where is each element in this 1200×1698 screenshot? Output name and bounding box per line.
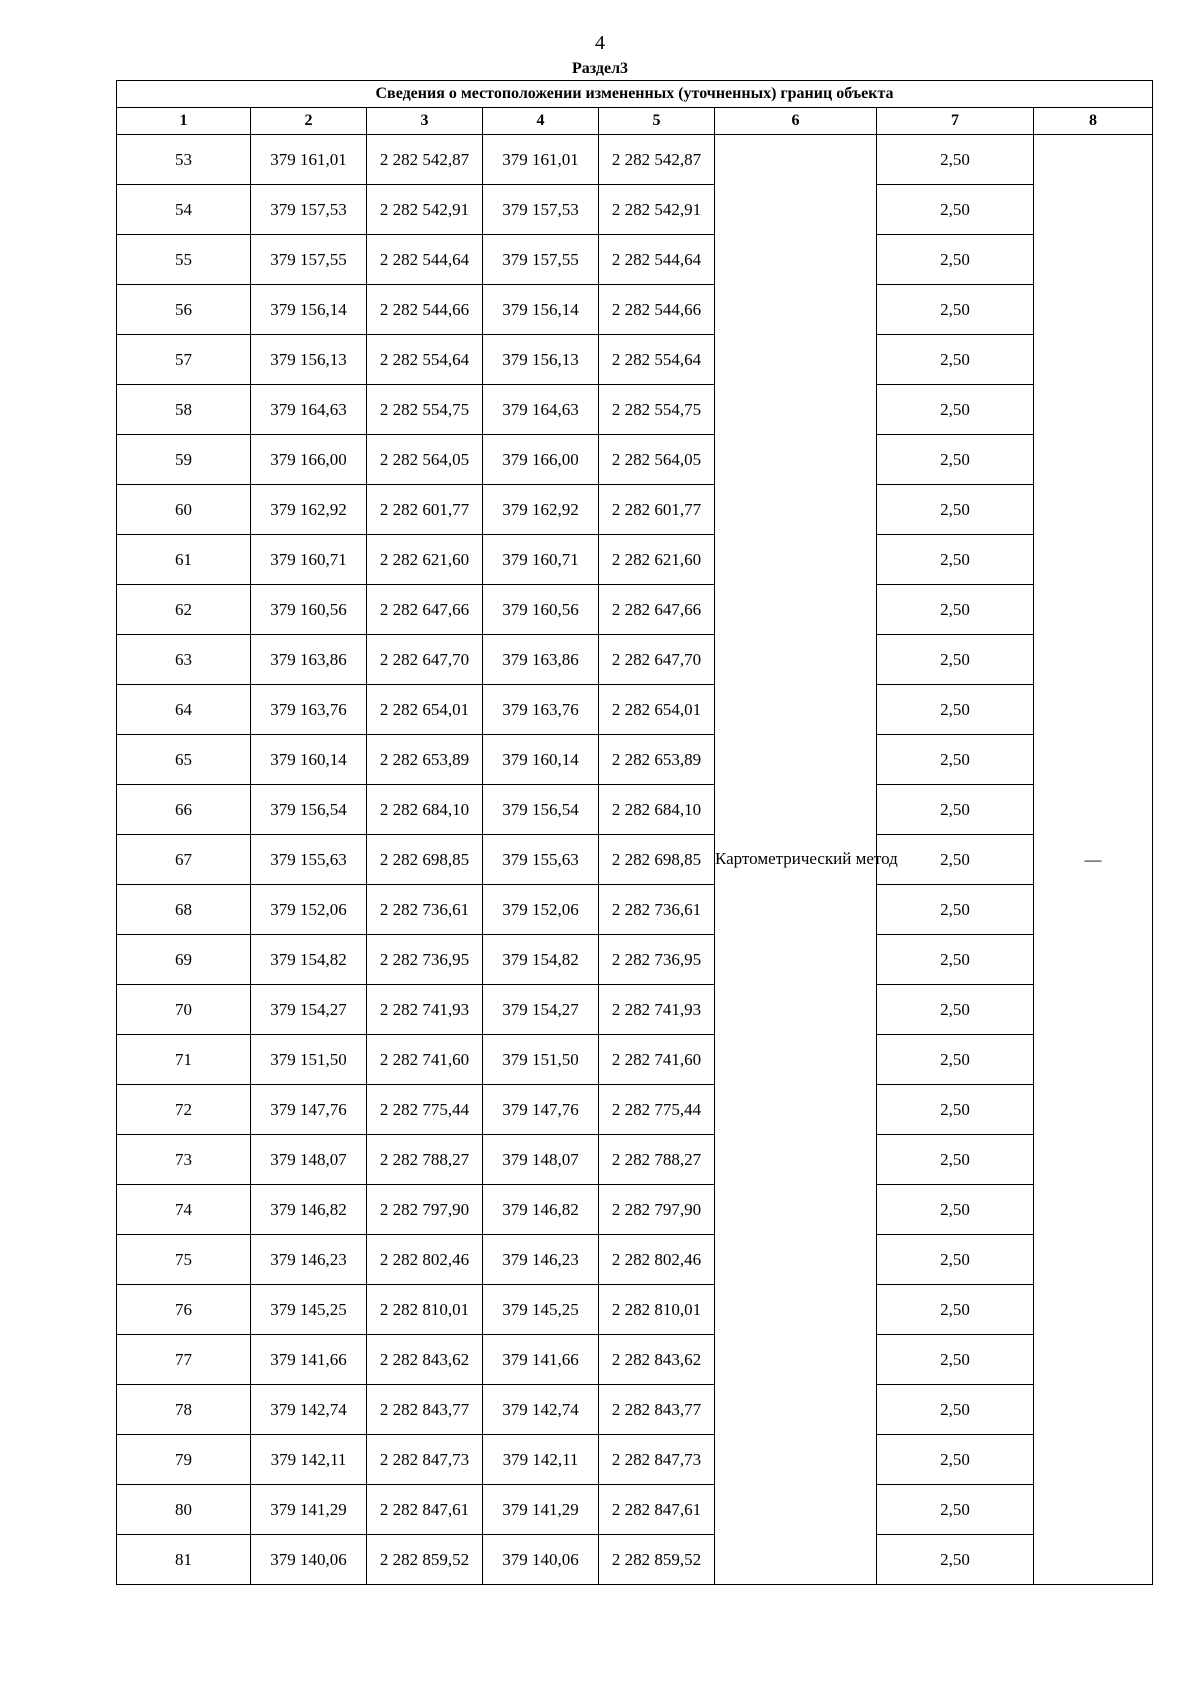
accuracy-cell: 2,50 xyxy=(877,435,1034,485)
y-old-cell: 2 282 810,01 xyxy=(367,1285,483,1335)
point-number-cell: 73 xyxy=(117,1135,251,1185)
y-new-cell: 2 282 788,27 xyxy=(599,1135,715,1185)
x-new-cell: 379 154,82 xyxy=(483,935,599,985)
x-old-cell: 379 145,25 xyxy=(251,1285,367,1335)
y-new-cell: 2 282 736,95 xyxy=(599,935,715,985)
y-new-cell: 2 282 654,01 xyxy=(599,685,715,735)
accuracy-cell: 2,50 xyxy=(877,1535,1034,1585)
x-new-cell: 379 147,76 xyxy=(483,1085,599,1135)
y-old-cell: 2 282 843,62 xyxy=(367,1335,483,1385)
x-old-cell: 379 147,76 xyxy=(251,1085,367,1135)
page-number: 4 xyxy=(595,32,605,54)
x-new-cell: 379 160,71 xyxy=(483,535,599,585)
y-old-cell: 2 282 775,44 xyxy=(367,1085,483,1135)
x-new-cell: 379 166,00 xyxy=(483,435,599,485)
y-new-cell: 2 282 554,75 xyxy=(599,385,715,435)
y-old-cell: 2 282 843,77 xyxy=(367,1385,483,1435)
x-old-cell: 379 164,63 xyxy=(251,385,367,435)
x-old-cell: 379 148,07 xyxy=(251,1135,367,1185)
x-new-cell: 379 148,07 xyxy=(483,1135,599,1185)
table-row xyxy=(117,1035,1153,1085)
x-old-cell: 379 154,82 xyxy=(251,935,367,985)
accuracy-cell: 2,50 xyxy=(877,785,1034,835)
accuracy-cell: 2,50 xyxy=(877,385,1034,435)
point-number-cell: 58 xyxy=(117,385,251,435)
x-old-cell: 379 160,71 xyxy=(251,535,367,585)
y-new-cell: 2 282 647,70 xyxy=(599,635,715,685)
table-row xyxy=(117,1435,1153,1485)
accuracy-cell: 2,50 xyxy=(877,885,1034,935)
accuracy-cell: 2,50 xyxy=(877,535,1034,585)
column-number: 1 xyxy=(117,108,251,135)
table-row xyxy=(117,885,1153,935)
y-new-cell: 2 282 736,61 xyxy=(599,885,715,935)
x-old-cell: 379 163,86 xyxy=(251,635,367,685)
x-old-cell: 379 142,74 xyxy=(251,1385,367,1435)
column-8-cell: — xyxy=(1034,135,1153,1585)
accuracy-cell: 2,50 xyxy=(877,635,1034,685)
table-row xyxy=(117,1085,1153,1135)
x-new-cell: 379 157,55 xyxy=(483,235,599,285)
point-number-cell: 75 xyxy=(117,1235,251,1285)
point-number-cell: 63 xyxy=(117,635,251,685)
table-row xyxy=(117,235,1153,285)
table-row xyxy=(117,485,1153,535)
accuracy-cell: 2,50 xyxy=(877,285,1034,335)
table-row xyxy=(117,585,1153,635)
x-new-cell: 379 141,29 xyxy=(483,1485,599,1535)
x-old-cell: 379 161,01 xyxy=(251,135,367,185)
point-number-cell: 56 xyxy=(117,285,251,335)
y-old-cell: 2 282 847,73 xyxy=(367,1435,483,1485)
accuracy-cell: 2,50 xyxy=(877,835,1034,885)
y-old-cell: 2 282 788,27 xyxy=(367,1135,483,1185)
x-new-cell: 379 156,14 xyxy=(483,285,599,335)
x-old-cell: 379 141,29 xyxy=(251,1485,367,1535)
accuracy-cell: 2,50 xyxy=(877,1385,1034,1435)
y-old-cell: 2 282 647,70 xyxy=(367,635,483,685)
accuracy-cell: 2,50 xyxy=(877,1135,1034,1185)
accuracy-cell: 2,50 xyxy=(877,1435,1034,1485)
column-number: 3 xyxy=(367,108,483,135)
table-row xyxy=(117,635,1153,685)
y-new-cell: 2 282 843,62 xyxy=(599,1335,715,1385)
y-new-cell: 2 282 847,73 xyxy=(599,1435,715,1485)
x-new-cell: 379 163,86 xyxy=(483,635,599,685)
table-row xyxy=(117,135,1153,185)
table-row xyxy=(117,985,1153,1035)
column-number: 6 xyxy=(715,108,877,135)
y-new-cell: 2 282 601,77 xyxy=(599,485,715,535)
x-new-cell: 379 151,50 xyxy=(483,1035,599,1085)
x-new-cell: 379 160,56 xyxy=(483,585,599,635)
accuracy-cell: 2,50 xyxy=(877,985,1034,1035)
point-number-cell: 81 xyxy=(117,1535,251,1585)
table-row xyxy=(117,1485,1153,1535)
method-cell: Картометрический метод xyxy=(715,135,877,1585)
point-number-cell: 55 xyxy=(117,235,251,285)
x-new-cell: 379 156,54 xyxy=(483,785,599,835)
point-number-cell: 80 xyxy=(117,1485,251,1535)
y-old-cell: 2 282 736,95 xyxy=(367,935,483,985)
x-old-cell: 379 157,53 xyxy=(251,185,367,235)
accuracy-cell: 2,50 xyxy=(877,1335,1034,1385)
y-new-cell: 2 282 802,46 xyxy=(599,1235,715,1285)
table-row xyxy=(117,535,1153,585)
column-number: 7 xyxy=(877,108,1034,135)
table-row xyxy=(117,835,1153,885)
table-row xyxy=(117,1185,1153,1235)
x-new-cell: 379 141,66 xyxy=(483,1335,599,1385)
y-new-cell: 2 282 564,05 xyxy=(599,435,715,485)
point-number-cell: 53 xyxy=(117,135,251,185)
x-new-cell: 379 154,27 xyxy=(483,985,599,1035)
table-row xyxy=(117,185,1153,235)
y-old-cell: 2 282 544,66 xyxy=(367,285,483,335)
y-old-cell: 2 282 847,61 xyxy=(367,1485,483,1535)
x-old-cell: 379 141,66 xyxy=(251,1335,367,1385)
x-old-cell: 379 162,92 xyxy=(251,485,367,535)
column-number: 4 xyxy=(483,108,599,135)
y-new-cell: 2 282 621,60 xyxy=(599,535,715,585)
accuracy-cell: 2,50 xyxy=(877,335,1034,385)
y-new-cell: 2 282 847,61 xyxy=(599,1485,715,1535)
y-new-cell: 2 282 698,85 xyxy=(599,835,715,885)
y-new-cell: 2 282 542,87 xyxy=(599,135,715,185)
x-new-cell: 379 146,23 xyxy=(483,1235,599,1285)
table-row xyxy=(117,685,1153,735)
table-row xyxy=(117,1285,1153,1335)
y-new-cell: 2 282 810,01 xyxy=(599,1285,715,1335)
column-number: 2 xyxy=(251,108,367,135)
section-title: Раздел3 xyxy=(571,60,629,77)
point-number-cell: 59 xyxy=(117,435,251,485)
x-old-cell: 379 152,06 xyxy=(251,885,367,935)
y-new-cell: 2 282 859,52 xyxy=(599,1535,715,1585)
table-row xyxy=(117,1385,1153,1435)
y-old-cell: 2 282 542,91 xyxy=(367,185,483,235)
point-number-cell: 72 xyxy=(117,1085,251,1135)
x-old-cell: 379 146,23 xyxy=(251,1235,367,1285)
y-old-cell: 2 282 554,75 xyxy=(367,385,483,435)
y-old-cell: 2 282 621,60 xyxy=(367,535,483,585)
accuracy-cell: 2,50 xyxy=(877,685,1034,735)
table-caption: Сведения о местоположении измененных (уточненных) границ объекта xyxy=(117,81,1153,108)
x-new-cell: 379 142,74 xyxy=(483,1385,599,1435)
y-new-cell: 2 282 741,60 xyxy=(599,1035,715,1085)
point-number-cell: 69 xyxy=(117,935,251,985)
y-old-cell: 2 282 554,64 xyxy=(367,335,483,385)
y-old-cell: 2 282 601,77 xyxy=(367,485,483,535)
x-old-cell: 379 155,63 xyxy=(251,835,367,885)
y-new-cell: 2 282 647,66 xyxy=(599,585,715,635)
table-row xyxy=(117,285,1153,335)
y-old-cell: 2 282 736,61 xyxy=(367,885,483,935)
x-new-cell: 379 163,76 xyxy=(483,685,599,735)
table-row xyxy=(117,935,1153,985)
boundary-coordinates-table xyxy=(116,80,1153,1585)
point-number-cell: 65 xyxy=(117,735,251,785)
y-new-cell: 2 282 554,64 xyxy=(599,335,715,385)
accuracy-cell: 2,50 xyxy=(877,1035,1034,1085)
accuracy-cell: 2,50 xyxy=(877,1085,1034,1135)
point-number-cell: 62 xyxy=(117,585,251,635)
accuracy-cell: 2,50 xyxy=(877,485,1034,535)
point-number-cell: 57 xyxy=(117,335,251,385)
x-old-cell: 379 156,54 xyxy=(251,785,367,835)
accuracy-cell: 2,50 xyxy=(877,585,1034,635)
x-old-cell: 379 166,00 xyxy=(251,435,367,485)
accuracy-cell: 2,50 xyxy=(877,185,1034,235)
accuracy-cell: 2,50 xyxy=(877,1235,1034,1285)
x-old-cell: 379 157,55 xyxy=(251,235,367,285)
x-new-cell: 379 164,63 xyxy=(483,385,599,435)
x-old-cell: 379 160,14 xyxy=(251,735,367,785)
table-row xyxy=(117,335,1153,385)
y-new-cell: 2 282 542,91 xyxy=(599,185,715,235)
point-number-cell: 70 xyxy=(117,985,251,1035)
x-old-cell: 379 156,13 xyxy=(251,335,367,385)
y-new-cell: 2 282 741,93 xyxy=(599,985,715,1035)
point-number-cell: 78 xyxy=(117,1385,251,1435)
column-number: 5 xyxy=(599,108,715,135)
accuracy-cell: 2,50 xyxy=(877,135,1034,185)
y-new-cell: 2 282 797,90 xyxy=(599,1185,715,1235)
x-old-cell: 379 142,11 xyxy=(251,1435,367,1485)
x-new-cell: 379 145,25 xyxy=(483,1285,599,1335)
y-new-cell: 2 282 544,66 xyxy=(599,285,715,335)
point-number-cell: 74 xyxy=(117,1185,251,1235)
x-old-cell: 379 146,82 xyxy=(251,1185,367,1235)
y-new-cell: 2 282 544,64 xyxy=(599,235,715,285)
x-old-cell: 379 156,14 xyxy=(251,285,367,335)
y-old-cell: 2 282 859,52 xyxy=(367,1535,483,1585)
x-old-cell: 379 160,56 xyxy=(251,585,367,635)
accuracy-cell: 2,50 xyxy=(877,935,1034,985)
table-row xyxy=(117,1135,1153,1185)
x-old-cell: 379 151,50 xyxy=(251,1035,367,1085)
column-numbers-row xyxy=(117,108,1153,135)
y-old-cell: 2 282 542,87 xyxy=(367,135,483,185)
x-new-cell: 379 155,63 xyxy=(483,835,599,885)
accuracy-cell: 2,50 xyxy=(877,1285,1034,1335)
x-new-cell: 379 152,06 xyxy=(483,885,599,935)
point-number-cell: 68 xyxy=(117,885,251,935)
y-old-cell: 2 282 698,85 xyxy=(367,835,483,885)
x-new-cell: 379 157,53 xyxy=(483,185,599,235)
x-new-cell: 379 146,82 xyxy=(483,1185,599,1235)
accuracy-cell: 2,50 xyxy=(877,1485,1034,1535)
table-row xyxy=(117,1335,1153,1385)
y-old-cell: 2 282 684,10 xyxy=(367,785,483,835)
y-old-cell: 2 282 653,89 xyxy=(367,735,483,785)
x-old-cell: 379 140,06 xyxy=(251,1535,367,1585)
x-new-cell: 379 142,11 xyxy=(483,1435,599,1485)
table-row xyxy=(117,1535,1153,1585)
accuracy-cell: 2,50 xyxy=(877,735,1034,785)
column-number: 8 xyxy=(1034,108,1153,135)
accuracy-cell: 2,50 xyxy=(877,235,1034,285)
table-row xyxy=(117,435,1153,485)
x-new-cell: 379 160,14 xyxy=(483,735,599,785)
table-row xyxy=(117,1235,1153,1285)
x-old-cell: 379 163,76 xyxy=(251,685,367,735)
table-row xyxy=(117,785,1153,835)
point-number-cell: 54 xyxy=(117,185,251,235)
point-number-cell: 61 xyxy=(117,535,251,585)
x-new-cell: 379 140,06 xyxy=(483,1535,599,1585)
point-number-cell: 76 xyxy=(117,1285,251,1335)
y-new-cell: 2 282 653,89 xyxy=(599,735,715,785)
y-new-cell: 2 282 684,10 xyxy=(599,785,715,835)
x-new-cell: 379 162,92 xyxy=(483,485,599,535)
x-old-cell: 379 154,27 xyxy=(251,985,367,1035)
point-number-cell: 64 xyxy=(117,685,251,735)
x-new-cell: 379 156,13 xyxy=(483,335,599,385)
y-old-cell: 2 282 647,66 xyxy=(367,585,483,635)
y-new-cell: 2 282 775,44 xyxy=(599,1085,715,1135)
point-number-cell: 79 xyxy=(117,1435,251,1485)
y-new-cell: 2 282 843,77 xyxy=(599,1385,715,1435)
table-row xyxy=(117,385,1153,435)
y-old-cell: 2 282 654,01 xyxy=(367,685,483,735)
y-old-cell: 2 282 741,60 xyxy=(367,1035,483,1085)
y-old-cell: 2 282 544,64 xyxy=(367,235,483,285)
point-number-cell: 71 xyxy=(117,1035,251,1085)
point-number-cell: 66 xyxy=(117,785,251,835)
x-new-cell: 379 161,01 xyxy=(483,135,599,185)
point-number-cell: 67 xyxy=(117,835,251,885)
point-number-cell: 60 xyxy=(117,485,251,535)
y-old-cell: 2 282 797,90 xyxy=(367,1185,483,1235)
y-old-cell: 2 282 564,05 xyxy=(367,435,483,485)
table-row xyxy=(117,735,1153,785)
accuracy-cell: 2,50 xyxy=(877,1185,1034,1235)
y-old-cell: 2 282 741,93 xyxy=(367,985,483,1035)
table-body xyxy=(117,135,1153,1585)
point-number-cell: 77 xyxy=(117,1335,251,1385)
y-old-cell: 2 282 802,46 xyxy=(367,1235,483,1285)
